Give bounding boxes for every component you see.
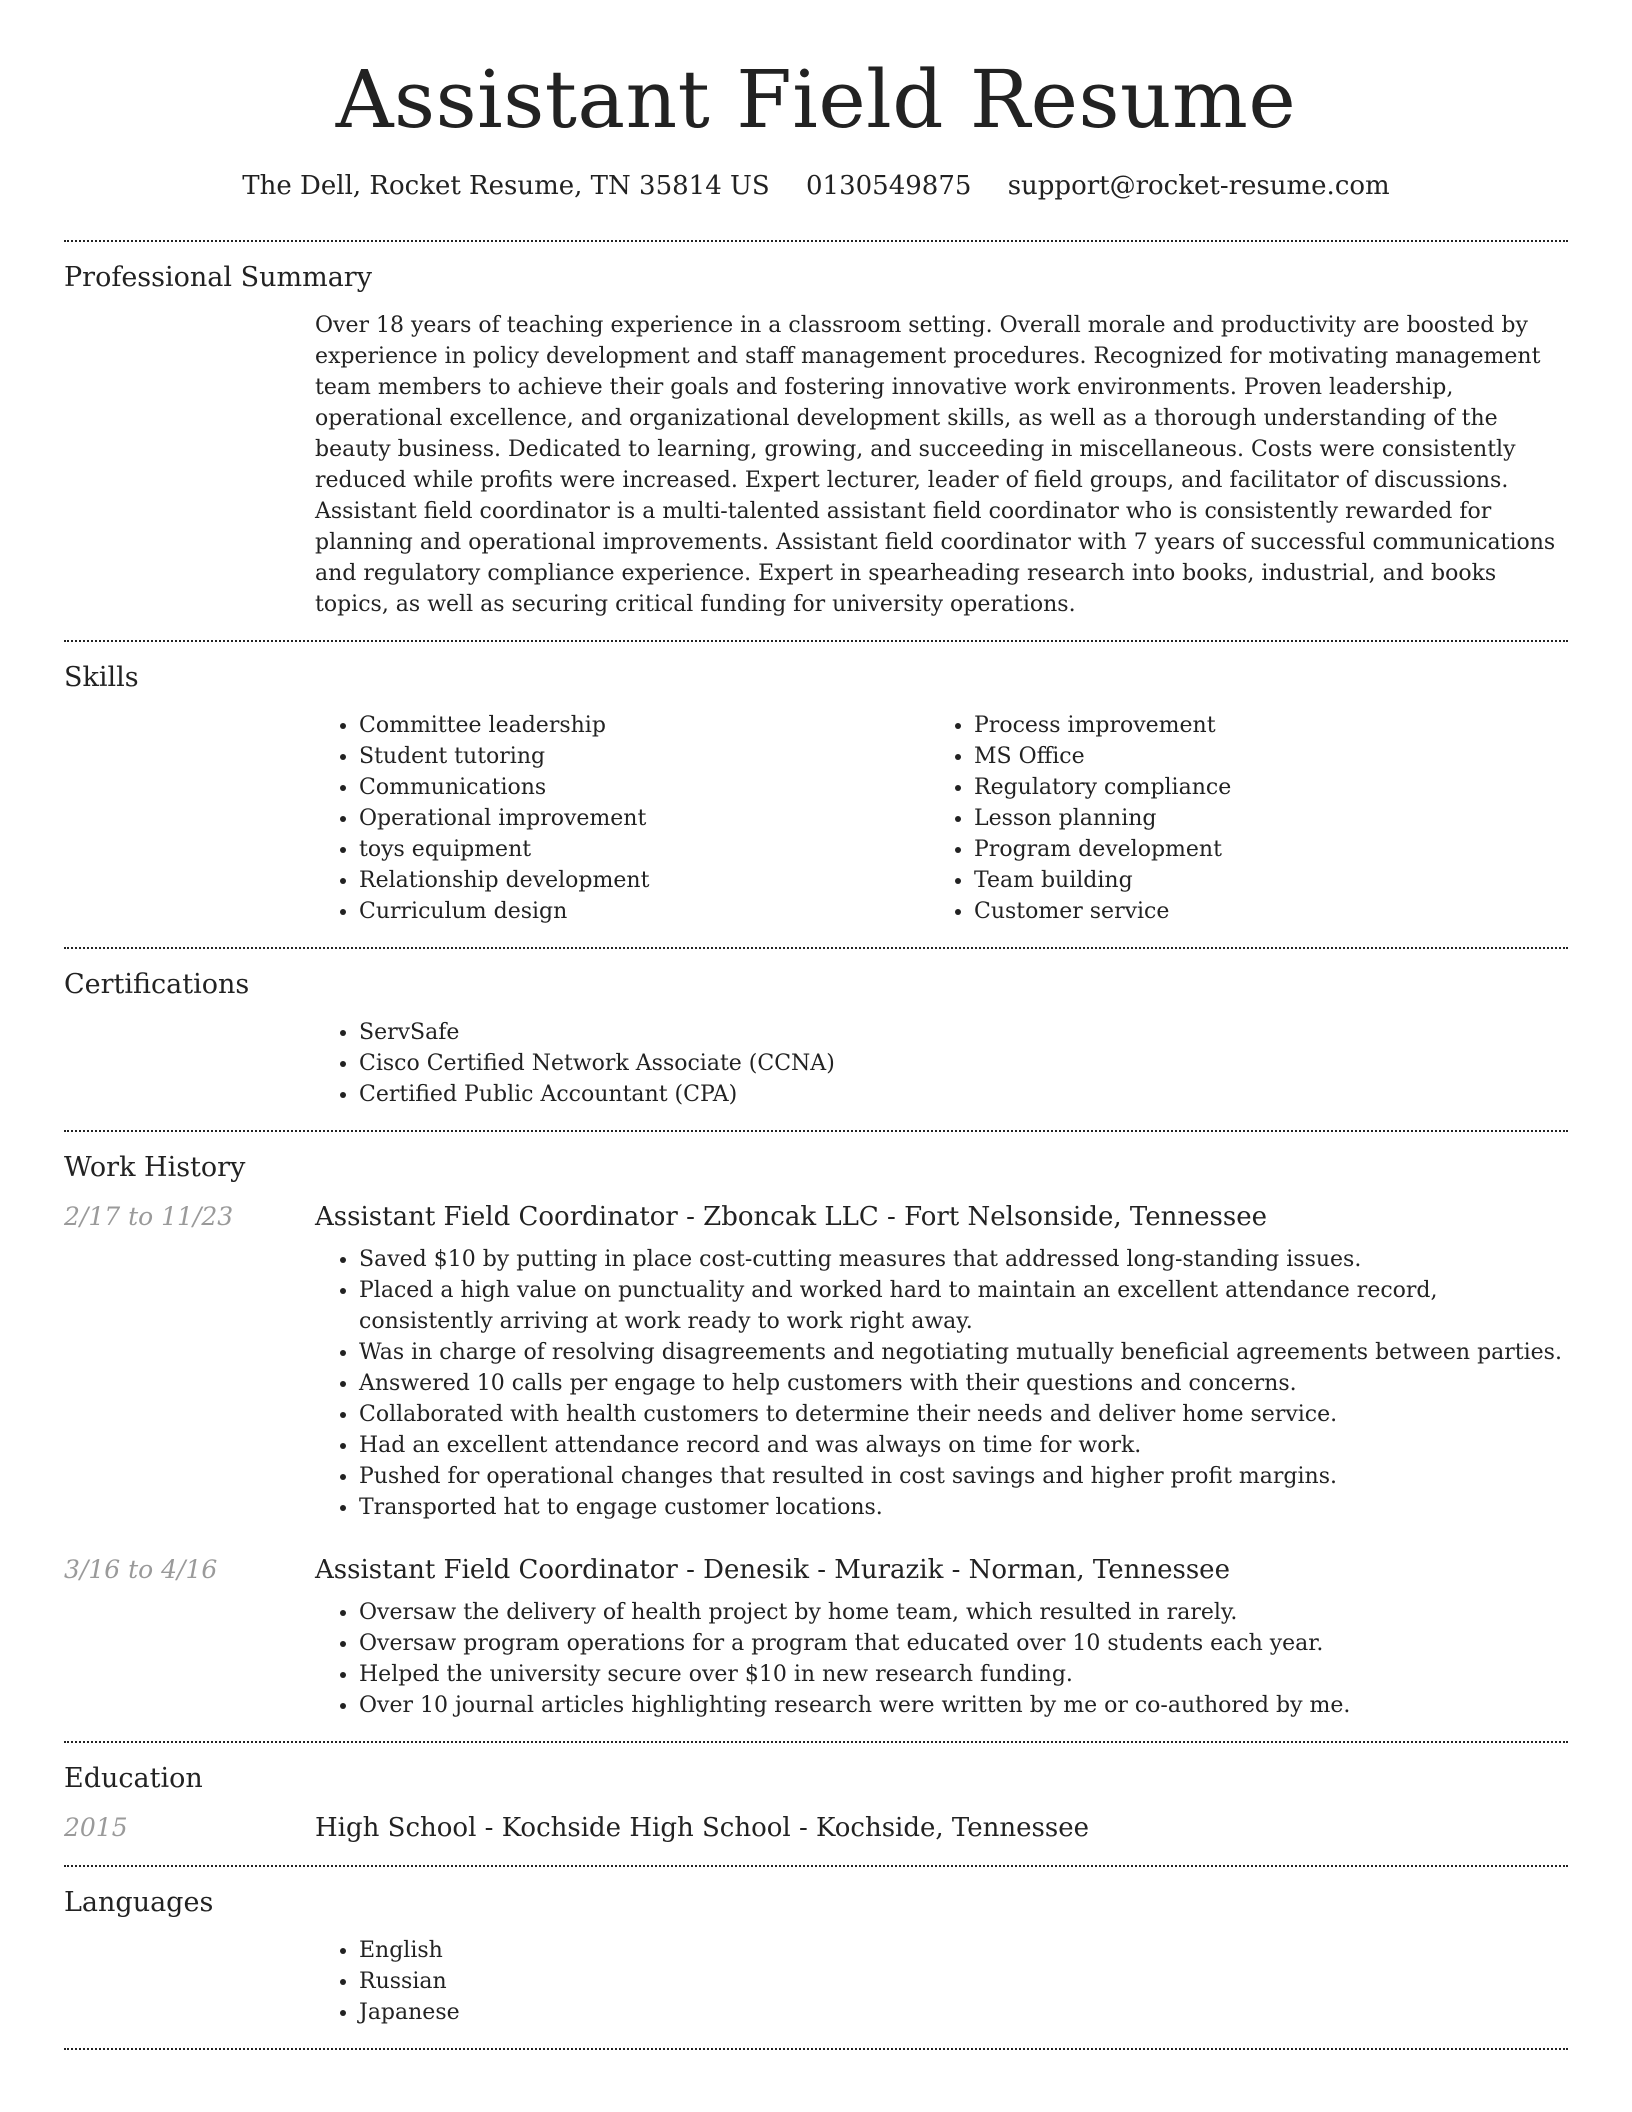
languages-heading: Languages (64, 1887, 214, 1918)
list-item: • Collaborated with health customers to determine their needs and deliver home service. (359, 1399, 1568, 1430)
list-item: • Was in charge of resolving disagreements and negotiating mutually beneficial agreements between parties. (359, 1337, 1568, 1368)
list-item: • English (359, 1935, 1568, 1966)
contact-phone: 0130549875 (806, 171, 972, 201)
education-date: 2015 (64, 1813, 128, 1842)
contact-email: support@rocket-resume.com (1007, 171, 1390, 201)
education-entry (64, 1811, 1568, 1845)
certifications-section (64, 949, 1568, 1130)
list-item: • Oversaw program operations for a program that educated over 10 students each year. (359, 1628, 1568, 1659)
job-title: Assistant Field Coordinator - Zboncak LLC - Fort Nelsonside, Tennessee (315, 1202, 1267, 1232)
job-bullets (315, 1244, 1568, 1523)
list-item: • Had an excellent attendance record and was always on time for work. (359, 1430, 1568, 1461)
summary-text: Over 18 years of teaching experience in a classroom setting. Overall morale and productivity are boosted by experience in policy development and staff management procedures. Recognized for motivating management team members to achieve their goals and fostering innovative work environments. Proven leadership, operational excellence, and organizational development skills, as well as a thorough understanding of the beauty business. Dedicated to learning, growing, and succeeding in miscellaneous. Costs were consistently reduced while profits were increased. Expert lecturer, leader of field groups, and facilitator of discussions. Assistant field coordinator is a multi-talented assistant field coordinator who is consistently rewarded for planning and operational improvements. Assistant field coordinator with 7 years of successful communications and regulatory compliance experience. Expert in spearheading research into books, industrial, and books topics, as well as securing critical funding for university operations. (315, 313, 1556, 617)
languages-list (315, 1935, 1568, 2028)
languages-section (64, 1867, 1568, 2048)
work-history-heading: Work History (64, 1152, 246, 1183)
section-divider (64, 2048, 1568, 2050)
resume-header (64, 0, 1568, 204)
education-heading: Education (64, 1763, 203, 1794)
job-bullets (315, 1597, 1568, 1721)
certifications-heading: Certifications (64, 969, 250, 1000)
contact-address: The Dell, Rocket Resume, TN 35814 US (242, 171, 770, 201)
list-item: • Regulatory compliance (974, 772, 1545, 803)
list-item: • MS Office (974, 741, 1545, 772)
job-entry (64, 1553, 1568, 1721)
list-item: • Process improvement (974, 710, 1545, 741)
job-dates: 2/17 to 11/23 (64, 1202, 234, 1231)
list-item: • Saved $10 by putting in place cost-cutting measures that addressed long-standing issues. (359, 1244, 1568, 1275)
list-item: • Transported hat to engage customer locations. (359, 1492, 1568, 1523)
skills-heading: Skills (64, 662, 139, 693)
education-section (64, 1743, 1568, 1865)
list-item: • toys equipment (359, 834, 930, 865)
list-item: • Lesson planning (974, 803, 1545, 834)
list-item: • Program development (974, 834, 1545, 865)
list-item: • Answered 10 calls per engage to help customers with their questions and concerns. (359, 1368, 1568, 1399)
list-item: • Communications (359, 772, 930, 803)
summary-section (64, 242, 1568, 640)
list-item: • Certified Public Accountant (CPA) (359, 1079, 1568, 1110)
list-item: • Japanese (359, 1997, 1568, 2028)
list-item: • Helped the university secure over $10 in new research funding. (359, 1659, 1568, 1690)
job-title: Assistant Field Coordinator - Denesik - Murazik - Norman, Tennessee (315, 1555, 1230, 1585)
list-item: • Over 10 journal articles highlighting research were written by me or co-authored by me. (359, 1690, 1568, 1721)
list-item: • Curriculum design (359, 896, 930, 927)
job-entry (64, 1200, 1568, 1523)
summary-heading: Professional Summary (64, 262, 372, 293)
list-item: • Russian (359, 1966, 1568, 1997)
work-history-section (64, 1132, 1568, 1741)
list-item: • Oversaw the delivery of health project by home team, which resulted in rarely. (359, 1597, 1568, 1628)
list-item: • Cisco Certified Network Associate (CCNA) (359, 1048, 1568, 1079)
list-item: • Customer service (974, 896, 1545, 927)
job-dates: 3/16 to 4/16 (64, 1555, 218, 1584)
education-title: High School - Kochside High School - Kochside, Tennessee (315, 1813, 1089, 1843)
list-item: • ServSafe (359, 1017, 1568, 1048)
contact-line (64, 168, 1568, 204)
resume-title: Assistant Field Resume (335, 53, 1297, 146)
skills-list-left (315, 710, 930, 927)
list-item: • Committee leadership (359, 710, 930, 741)
skills-section (64, 642, 1568, 947)
list-item: • Operational improvement (359, 803, 930, 834)
list-item: • Pushed for operational changes that resulted in cost savings and higher profit margins. (359, 1461, 1568, 1492)
list-item: • Placed a high value on punctuality and worked hard to maintain an excellent attendance record, consistently arriving at work ready to work right away. (359, 1275, 1568, 1337)
list-item: • Student tutoring (359, 741, 930, 772)
list-item: • Relationship development (359, 865, 930, 896)
list-item: • Team building (974, 865, 1545, 896)
skills-list-right (930, 710, 1545, 927)
certifications-list (315, 1017, 1568, 1110)
